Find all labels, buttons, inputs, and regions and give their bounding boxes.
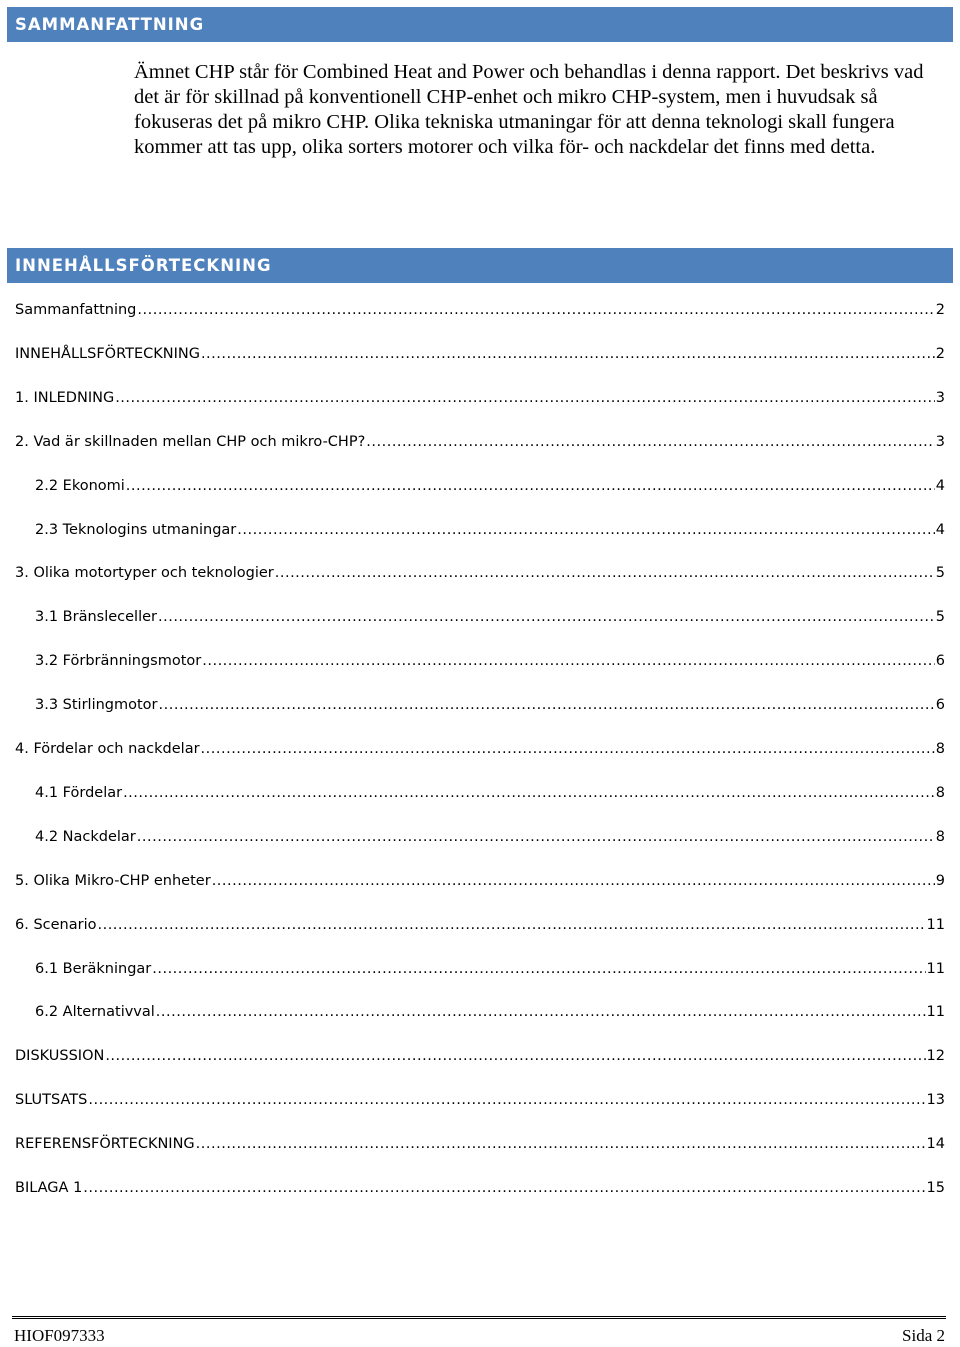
toc-entry-page: 8 <box>935 741 945 757</box>
toc-entry-label: 3.1 Bränsleceller <box>35 609 157 625</box>
toc-dot-leader <box>212 866 935 896</box>
toc-dot-leader <box>366 427 934 457</box>
toc-entry-label: REFERENSFÖRTECKNING <box>15 1136 195 1152</box>
toc-dot-leader <box>201 339 935 369</box>
toc-dot-leader <box>201 734 935 764</box>
toc-entry[interactable] <box>35 515 945 545</box>
toc-dot-leader <box>137 295 934 325</box>
toc-entry-label: 4. Fördelar och nackdelar <box>15 741 200 757</box>
toc-entry-label: 6. Scenario <box>15 917 97 933</box>
toc-entry[interactable] <box>15 383 945 413</box>
toc-dot-leader <box>123 778 935 808</box>
toc-entry-page: 3 <box>935 390 945 406</box>
toc-entry-page: 11 <box>926 1004 945 1020</box>
toc-entry-page: 4 <box>935 478 945 494</box>
toc-entry[interactable] <box>15 866 945 896</box>
toc-entry[interactable] <box>35 954 945 984</box>
toc-entry-page: 11 <box>926 961 945 977</box>
toc-dot-leader <box>88 1085 925 1115</box>
toc-entry-page: 12 <box>926 1048 945 1064</box>
toc-entry-page: 13 <box>926 1092 945 1108</box>
toc-entry-page: 5 <box>935 609 945 625</box>
toc-dot-leader <box>159 690 935 720</box>
toc-dot-leader <box>97 910 925 940</box>
footer-page-number: Sida 2 <box>902 1326 945 1345</box>
toc-entry-page: 14 <box>926 1136 945 1152</box>
toc-entry[interactable] <box>35 602 945 632</box>
toc-entry-label: 2. Vad är skillnaden mellan CHP och mikro-CHP? <box>15 434 366 450</box>
toc-entry[interactable] <box>15 1085 945 1115</box>
footer-document-id: HIOF097333 <box>14 1326 105 1345</box>
toc-entry[interactable] <box>35 646 945 676</box>
toc-entry[interactable] <box>15 910 945 940</box>
toc-dot-leader <box>152 954 925 984</box>
toc-entry-page: 2 <box>935 346 945 362</box>
toc-dot-leader <box>115 383 935 413</box>
toc-entry[interactable] <box>15 427 945 457</box>
toc-entry-page: 8 <box>935 785 945 801</box>
toc-entry[interactable] <box>15 734 945 764</box>
footer-divider <box>12 1316 946 1319</box>
toc-dot-leader <box>83 1173 925 1203</box>
toc-entry-label: 6.1 Beräkningar <box>35 961 152 977</box>
toc-entry[interactable] <box>15 558 945 588</box>
toc-entry-page: 15 <box>926 1180 945 1196</box>
toc-dot-leader <box>196 1129 926 1159</box>
toc-entry-page: 6 <box>935 697 945 713</box>
toc-entry[interactable] <box>15 339 945 369</box>
toc-entry-label: 3. Olika motortyper och teknologier <box>15 565 274 581</box>
toc-dot-leader <box>137 822 935 852</box>
toc-entry-label: 2.2 Ekonomi <box>35 478 125 494</box>
toc-entry-page: 5 <box>935 565 945 581</box>
toc-dot-leader <box>202 646 935 676</box>
toc-entry-label: 3.2 Förbränningsmotor <box>35 653 202 669</box>
toc-entry-label: INNEHÅLLSFÖRTECKNING <box>15 346 200 362</box>
toc-entry-page: 2 <box>935 302 945 318</box>
toc-entry[interactable] <box>15 1041 945 1071</box>
toc-dot-leader <box>126 471 935 501</box>
toc-entry-label: 6.2 Alternativval <box>35 1004 155 1020</box>
toc-dot-leader <box>156 997 926 1027</box>
toc-entry-label: 4.1 Fördelar <box>35 785 123 801</box>
toc-entry-label: Sammanfattning <box>15 302 137 318</box>
toc-dot-leader <box>237 515 934 545</box>
toc-entry-label: 2.3 Teknologins utmaningar <box>35 522 237 538</box>
toc-entry[interactable] <box>35 822 945 852</box>
toc-entry[interactable] <box>15 1173 945 1203</box>
toc-entry[interactable] <box>15 295 945 325</box>
toc-entry-page: 9 <box>935 873 945 889</box>
summary-heading: SAMMANFATTNING <box>7 7 953 42</box>
toc-entry-label: 1. INLEDNING <box>15 390 115 406</box>
toc-entry-label: 4.2 Nackdelar <box>35 829 136 845</box>
toc-entry-label: SLUTSATS <box>15 1092 88 1108</box>
toc-entry[interactable] <box>35 471 945 501</box>
toc-entry-page: 8 <box>935 829 945 845</box>
summary-paragraph: Ämnet CHP står för Combined Heat and Power och behandlas i denna rapport. Det beskrivs vad det är för skillnad på konventionell CHP-enhet och mikro CHP-system, men i huvudsak så fokuseras det på mikro CHP. Olika tekniska utmaningar för att denna teknologi skall fungera kommer att tas upp, olika sorters motorer och vilka för- och nackdelar det finns med detta. <box>134 61 924 158</box>
toc-dot-leader <box>158 602 935 632</box>
toc-entry[interactable] <box>35 997 945 1027</box>
toc-entry[interactable] <box>35 778 945 808</box>
toc-entry[interactable] <box>35 690 945 720</box>
toc-dot-leader <box>105 1041 925 1071</box>
toc-entry-label: BILAGA 1 <box>15 1180 83 1196</box>
toc-entry-label: 5. Olika Mikro-CHP enheter <box>15 873 211 889</box>
toc-entry-page: 3 <box>935 434 945 450</box>
toc-entry-page: 6 <box>935 653 945 669</box>
toc-entry[interactable] <box>15 1129 945 1159</box>
toc-entry-label: DISKUSSION <box>15 1048 105 1064</box>
toc-entry-page: 11 <box>926 917 945 933</box>
toc-heading: INNEHÅLLSFÖRTECKNING <box>7 248 953 283</box>
toc-dot-leader <box>275 558 935 588</box>
toc-entry-page: 4 <box>935 522 945 538</box>
toc-entry-label: 3.3 Stirlingmotor <box>35 697 158 713</box>
